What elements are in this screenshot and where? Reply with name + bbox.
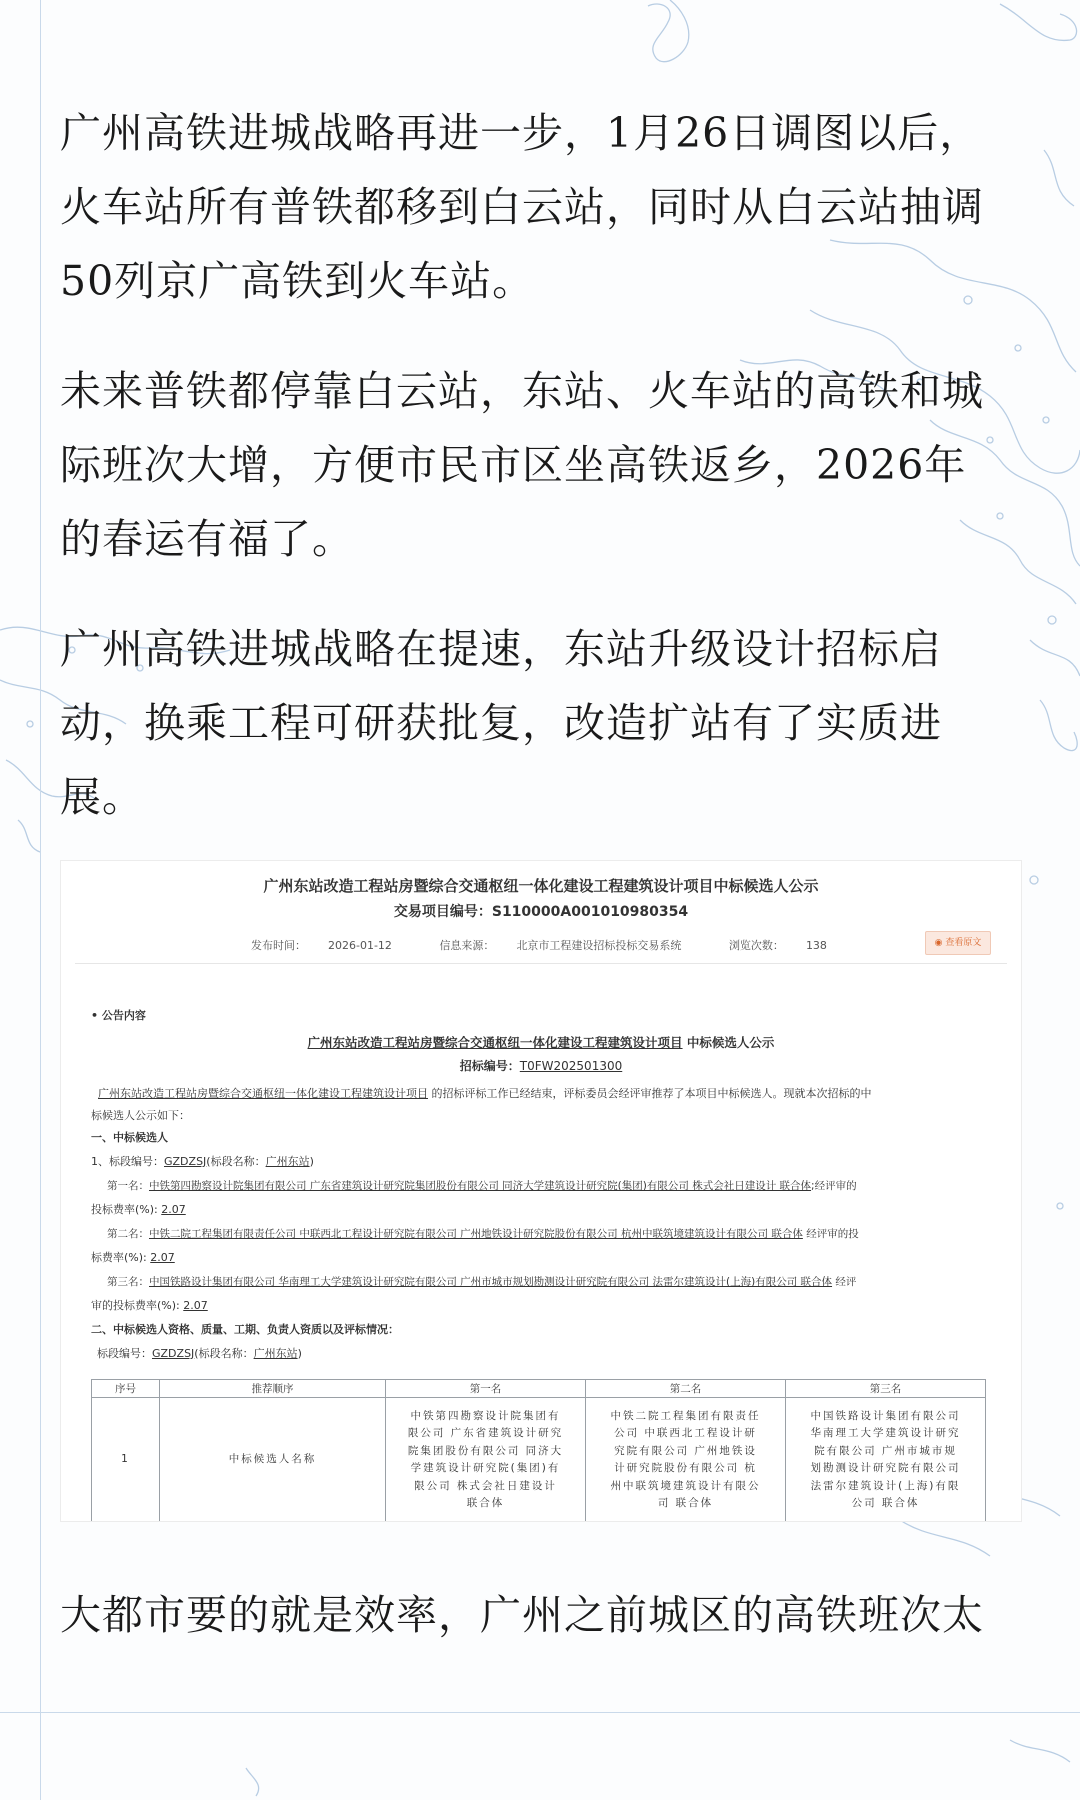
table-header: 第三名 bbox=[786, 1380, 986, 1398]
cell-line: 华南理工大学建筑设计研究 bbox=[810, 1427, 961, 1439]
lot-name: 广州东站 bbox=[265, 1155, 310, 1168]
rank-1-fee bbox=[91, 1199, 991, 1221]
source-value: 北京市工程建设招标投标交易系统 bbox=[516, 939, 682, 952]
text-line: 未来普铁都停靠白云站，东站、火车站的高铁和城 bbox=[60, 367, 984, 415]
paragraph-2 bbox=[60, 354, 1020, 576]
divider bbox=[75, 963, 1007, 964]
inner-title bbox=[61, 1033, 1021, 1051]
source-label: 信息来源： bbox=[439, 939, 495, 952]
cell-line: 法雷尔建筑设计(上海)有限 bbox=[810, 1479, 961, 1492]
view-count bbox=[729, 939, 849, 952]
lot2-name-label: (标段名称： bbox=[194, 1347, 254, 1360]
trade-number-label: 交易项目编号： bbox=[393, 904, 492, 920]
table-row bbox=[92, 1398, 986, 1523]
publish-value: 2026-01-12 bbox=[328, 939, 392, 952]
intro-line bbox=[91, 1083, 991, 1105]
cell-line: 中铁第四勘察设计院集团有 bbox=[410, 1409, 561, 1422]
cell-line: 州中联筑境建筑设计有限公 bbox=[610, 1479, 761, 1492]
cell-line: 联合体 bbox=[466, 1497, 505, 1509]
table-cell-third bbox=[786, 1398, 986, 1523]
rank-1-suffix: ;经评审的 bbox=[811, 1180, 857, 1192]
cell-line: 公司 中联西北工程设计研 bbox=[614, 1427, 757, 1439]
table-header: 序号 bbox=[92, 1380, 160, 1398]
intro-line-2: 标候选人公示如下： bbox=[91, 1109, 190, 1122]
left-margin-line bbox=[40, 0, 41, 1800]
paragraph-3 bbox=[60, 612, 1020, 834]
view-original-label: 查看原文 bbox=[945, 938, 982, 948]
lot2-prefix: 标段编号： bbox=[97, 1347, 152, 1360]
rank-2-label: 第二名： bbox=[107, 1228, 149, 1240]
rank-2-fee bbox=[91, 1247, 991, 1269]
lot2-code: GZDZSJ bbox=[152, 1347, 195, 1360]
text-line: 50列京广高铁到火车站。 bbox=[60, 257, 535, 305]
rank-1-label: 第一名： bbox=[107, 1180, 149, 1192]
lot-close: ) bbox=[309, 1155, 314, 1168]
eye-icon: ◉ bbox=[934, 938, 946, 948]
table-header: 推荐顺序 bbox=[160, 1380, 386, 1398]
table-cell-second bbox=[586, 1398, 786, 1523]
paragraph-1 bbox=[60, 96, 1020, 318]
text-line: 动，换乘工程可研获批复，改造扩站有了实质进 bbox=[60, 699, 942, 747]
rank-2-value: 中铁二院工程集团有限责任公司 中联西北工程设计研究院有限公司 广州地铁设计研究院股份有限公司 杭州中联筑境建筑设计有限公司 联合体 bbox=[149, 1228, 803, 1240]
fee-value: 2.07 bbox=[183, 1299, 208, 1312]
fee-value: 2.07 bbox=[150, 1251, 175, 1264]
cell-line: 限公司 株式会社日建设计 bbox=[414, 1479, 557, 1492]
tender-number bbox=[61, 1057, 1021, 1074]
fee-label: 标费率(%): bbox=[91, 1251, 147, 1264]
inner-title-suffix: 中标候选人公示 bbox=[686, 1035, 775, 1050]
paragraph-4 bbox=[60, 1578, 1020, 1652]
table-header: 第二名 bbox=[586, 1380, 786, 1398]
rank-1-value: 中铁第四勘察设计院集团有限公司 广东省建筑设计研究院集团股份有限公司 同济大学建筑设计研究院(集团)有限公司 株式会社日建设计 联合体 bbox=[149, 1180, 812, 1192]
cell-line: 中国铁路设计集团有限公司 bbox=[810, 1409, 961, 1422]
lot2-close: ) bbox=[297, 1347, 302, 1360]
text-line: 际班次大增，方便市民市区坐高铁返乡，2026年 bbox=[60, 441, 967, 489]
cell-line: 究院有限公司 广州地铁设 bbox=[614, 1444, 757, 1457]
table-header-row bbox=[92, 1380, 986, 1398]
view-original-button[interactable] bbox=[925, 931, 991, 955]
lot-name-label: (标段名称： bbox=[206, 1155, 266, 1168]
rank-3-fee bbox=[91, 1295, 991, 1317]
text-line: 展。 bbox=[60, 773, 144, 821]
cell-line: 中铁二院工程集团有限责任 bbox=[610, 1409, 761, 1422]
heading-candidates: 一、中标候选人 bbox=[91, 1131, 168, 1144]
intro-project: 广州东站改造工程站房暨综合交通枢纽一体化建设工程建筑设计项目 bbox=[98, 1087, 428, 1100]
section-label: • 公告内容 bbox=[91, 1009, 146, 1022]
lot-prefix: 1、标段编号： bbox=[91, 1155, 164, 1168]
text-line: 大都市要的就是效率，广州之前城区的高铁班次太 bbox=[60, 1591, 984, 1639]
heading-qualifications: 二、中标候选人资格、质量、工期、负责人资质以及评标情况： bbox=[91, 1323, 399, 1336]
table-header: 第一名 bbox=[386, 1380, 586, 1398]
lot-code: GZDZSJ bbox=[164, 1155, 207, 1168]
fee-label: 审的投标费率(%): bbox=[91, 1299, 180, 1312]
bottom-rule bbox=[0, 1712, 1080, 1713]
fee-label: 投标费率(%): bbox=[91, 1203, 158, 1216]
rank-2-suffix: 经评审的投 bbox=[802, 1228, 859, 1240]
lot2-name: 广州东站 bbox=[253, 1347, 298, 1360]
trade-number-value: S110000A001010980354 bbox=[491, 904, 689, 920]
announcement-title: 广州东站改造工程站房暨综合交通枢纽一体化建设工程建筑设计项目中标候选人公示 bbox=[263, 877, 819, 895]
text-line: 广州高铁进城战略再进一步，1月26日调图以后， bbox=[60, 109, 982, 157]
views-value: 138 bbox=[805, 939, 827, 952]
rank-3-label: 第三名： bbox=[107, 1276, 149, 1288]
candidate-table bbox=[91, 1379, 986, 1522]
rank-3-value: 中国铁路设计集团有限公司 华南理工大学建筑设计研究院有限公司 广州市城市规划勘测设计研究院有限公司 法雷尔建筑设计(上海)有限公司 联合体 bbox=[149, 1276, 833, 1288]
cell-line: 学建筑设计研究院(集团)有 bbox=[410, 1462, 561, 1474]
rank-2 bbox=[107, 1223, 1007, 1245]
table-cell-no: 1 bbox=[92, 1398, 160, 1523]
publish-label: 发布时间： bbox=[251, 939, 306, 952]
rank-3-suffix: 经评 bbox=[832, 1276, 857, 1288]
cell-line: 公司 联合体 bbox=[851, 1497, 920, 1509]
text-line: 的春运有福了。 bbox=[60, 515, 354, 563]
trade-number bbox=[61, 901, 1021, 921]
publish-date bbox=[251, 939, 414, 952]
table-cell-first bbox=[386, 1398, 586, 1523]
tender-number-label: 招标编号： bbox=[459, 1059, 520, 1073]
text-line: 广州高铁进城战略在提速，东站升级设计招标启 bbox=[60, 625, 942, 673]
rank-1 bbox=[107, 1175, 1007, 1197]
announcement-screenshot bbox=[60, 860, 1022, 1522]
announcement-meta bbox=[251, 937, 871, 953]
cell-line: 限公司 广东省建筑设计研究 bbox=[407, 1427, 564, 1439]
intro-rest: 的招标评标工作已经结束，评标委员会经评审推荐了本项目中标候选人。现就本次招标的中 bbox=[431, 1087, 872, 1100]
cell-line: 计研究院股份有限公司 杭 bbox=[614, 1462, 757, 1474]
fee-value: 2.07 bbox=[161, 1203, 186, 1216]
table-cell-label: 中标候选人名称 bbox=[160, 1398, 386, 1523]
cell-line: 划勘测设计研究院有限公司 bbox=[810, 1462, 961, 1474]
lot-line-2 bbox=[97, 1343, 997, 1365]
lot-line bbox=[91, 1151, 991, 1173]
text-line: 火车站所有普铁都移到白云站，同时从白云站抽调 bbox=[60, 183, 984, 231]
inner-title-project: 广州东站改造工程站房暨综合交通枢纽一体化建设工程建筑设计项目 bbox=[307, 1035, 683, 1050]
cell-line: 司 联合体 bbox=[657, 1497, 714, 1509]
cell-line: 院集团股份有限公司 同济大 bbox=[407, 1444, 564, 1457]
info-source bbox=[439, 939, 703, 952]
rank-3 bbox=[107, 1271, 1007, 1293]
tender-number-value: T0FW202501300 bbox=[519, 1059, 623, 1073]
views-label: 浏览次数： bbox=[728, 939, 784, 952]
cell-line: 院有限公司 广州市城市规 bbox=[814, 1444, 957, 1457]
